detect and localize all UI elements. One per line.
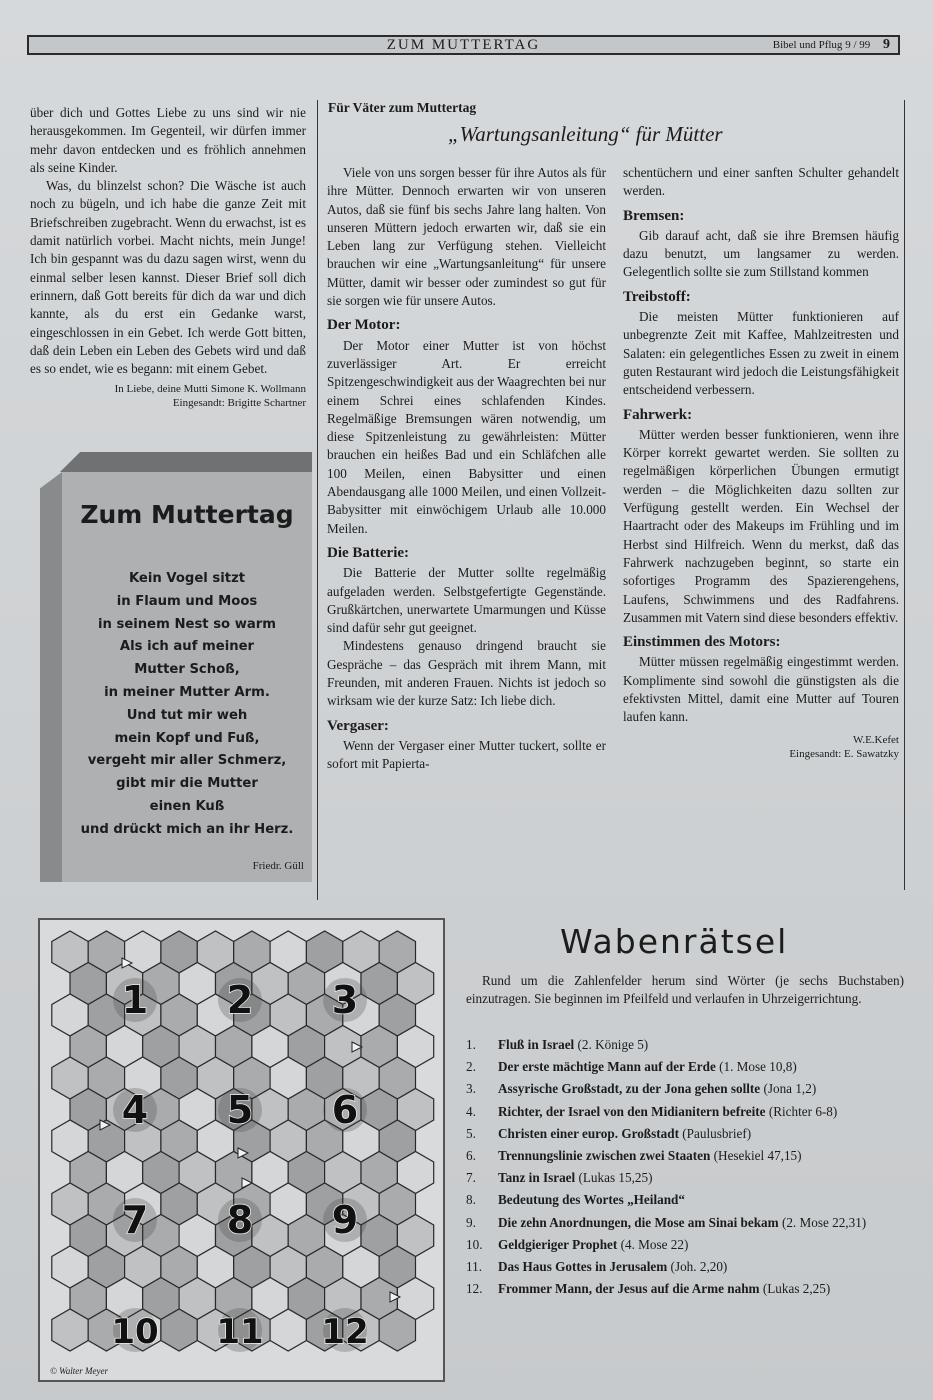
heading-vergaser: Vergaser: <box>327 717 389 734</box>
puzzle-intro-text: Rund um die Zahlenfelder herum sind Wörter (je sechs Buchstaben) einzutragen. Sie beginnen im Pfeilfeld und verlaufen in Uhrzeigerrichtung. <box>466 973 904 1007</box>
clue-question: Richter, der Israel von den Midianitern befreite <box>498 1103 766 1119</box>
poem-line: mein Kopf und Fuß, <box>114 730 260 746</box>
clue-reference: (2. Mose 22,31) <box>781 1214 867 1230</box>
clue-item <box>466 1214 906 1232</box>
article-heading <box>328 100 723 147</box>
clue-question: Geldgieriger Prophet <box>498 1236 618 1252</box>
clue-item <box>466 1258 906 1276</box>
section-title: ZUM MUTTERTAG <box>386 37 541 53</box>
heading-motor: Der Motor: <box>327 317 401 334</box>
clue-question: Trennungslinie zwischen zwei Staaten <box>498 1148 711 1164</box>
poem-line: einen Kuß <box>149 798 225 814</box>
clue-item <box>466 1169 906 1187</box>
article-author: W.E.Kefet <box>852 733 899 746</box>
clue-question: Fluß in Israel <box>498 1037 575 1052</box>
box-side-face <box>40 472 62 882</box>
clue-question: Bedeutung des Wortes „Heiland“ <box>498 1192 685 1208</box>
clue-question: Das Haus Gottes in Jerusalem <box>498 1259 668 1275</box>
article-intro: Viele von uns sorgen besser für ihre Autos als für ihre Mütter. Dennoch erwarten wir von unseren Autos, daß sie fünf bis sechs Jahre lang halten. Von unseren Müttern jedoch erwarten wir, daß sie ein Leben lang zur Verfügung stehen. Vielleicht brauchen wir eine „Wartungsanleitung“ für unsere Mütter, damit wir besser oder zumindest so gut für sie sorgen wie für unsere Autos. <box>327 165 606 309</box>
paragraph-bremsen: Gib darauf acht, daß sie ihre Bremsen häufig dazu benutzt, um langsamer zu werden. Gelegentlich sollte sie zum Stillstand kommen <box>623 227 899 280</box>
clue-question: Der erste mächtige Mann auf der Erde <box>498 1059 716 1075</box>
letter-column <box>30 104 306 410</box>
clue-number: 5. <box>466 1125 476 1141</box>
clue-question: Die zehn Anordnungen, die Mose am Sinai bekam <box>498 1214 779 1230</box>
letter-signature: In Liebe, deine Mutti Simone K. Wollmann <box>114 383 306 396</box>
clue-list <box>466 1036 906 1302</box>
paragraph-einstimmen: Mütter müssen regelmäßig eingestimmt werden. Komplimente sind sowohl die günstigsten als die efektivsten Mittel, damit eine Mutter auf Touren laufen kann. <box>623 654 899 725</box>
article-column-middle <box>327 164 606 774</box>
poem-line: in Flaum und Moos <box>116 593 258 609</box>
clue-reference: (4. Mose 22) <box>620 1236 689 1252</box>
poem-line: Mutter Schoß, <box>134 662 240 678</box>
clue-reference: (2. Könige 5) <box>577 1037 649 1052</box>
clue-question: Frommer Mann, der Jesus auf die Arme nahm <box>498 1281 760 1297</box>
paragraph-fahrwerk: Mütter werden besser funktionieren, wenn ihre Körper korrekt gewartet werden. Sie sollten zu regelmäßigen körperlichen Übungen ermutigt werden – die Möglichkeiten dazu sollten zur Verfügung gestellt werden. Ein Wechsel der Haartracht oder des Makeups im Frühling und im Herbst sind Hilfreich. Wenn du merkst, daß das Fahrwerk nachzugeben beginnt, so starte ein sofortiges Programm des Spazierengehens, Laufens, Schwimmens und des Radfahrens. Zusammen mit Vatern sind diese besonders effektiv. <box>623 426 899 625</box>
clue-reference: (Lukas 15,25) <box>578 1170 653 1186</box>
heading-fahrwerk: Fahrwerk: <box>623 406 693 423</box>
heading-bremsen: Bremsen: <box>623 207 685 224</box>
paragraph-motor: Der Motor einer Mutter ist von höchst zuverlässiger Art. Er erreicht Spitzengeschwindigkeit aus der Waagrechten bei nur einem Schrei eines schlafenden Kindes. Regelmäßige Bremsungen wären notwendig, um diese Spitzenleistung zu gewährleisten: Mütter brauchen ein heißes Bad und ein Schläfchen alle 100 Meilen, einen Babysitter und einen Abendausgang alle 1000 Meilen, und einen Vollzeit-Babysitter mit einwöchigem Urlaub alle 10.000 Meilen. <box>327 337 606 536</box>
clue-reference: (Lukas 2,25) <box>762 1281 831 1297</box>
clue-question: Tanz in Israel <box>498 1170 576 1186</box>
paragraph-vergaser: Wenn der Vergaser einer Mutter tuckert, sollte er sofort mit Papierta- <box>327 737 606 772</box>
clue-reference: (Hesekiel 47,15) <box>713 1148 802 1164</box>
clue-item <box>466 1058 906 1076</box>
clue-question: Assyrische Großstadt, zu der Jona gehen sollte <box>498 1081 761 1097</box>
heading-batterie: Die Batterie: <box>327 544 410 561</box>
puzzle-copyright: © Walter Meyer <box>50 1366 108 1376</box>
clue-item <box>466 1147 906 1165</box>
letter-paragraph: über dich und Gottes Liebe zu uns sind wir nie herausgekommen. Im Gegenteil, wir dürfen immer mehr davon entdecken und es fröhlich annehmen als seine Kinder. <box>30 105 306 175</box>
issue-info <box>773 38 890 52</box>
puzzle-instructions <box>466 972 904 1009</box>
magazine-name: Bibel und Pflug <box>772 39 843 51</box>
puzzle-number: 5 <box>226 1088 254 1132</box>
honeycomb-grid <box>40 920 443 1380</box>
clue-number: 9. <box>466 1214 476 1230</box>
clue-number: 11. <box>466 1259 482 1275</box>
puzzle-number: 3 <box>331 978 359 1022</box>
poem-line: Kein Vogel sitzt <box>128 571 246 586</box>
clue-number: 4. <box>466 1103 476 1119</box>
puzzle-number: 7 <box>121 1198 149 1242</box>
puzzle-title: Wabenrätsel <box>560 922 789 961</box>
puzzle-number: 6 <box>331 1088 359 1132</box>
article-title: „Wartungsanleitung“ für Mütter <box>448 122 723 146</box>
puzzle-number: 8 <box>226 1198 254 1242</box>
puzzle-number: 11 <box>216 1312 264 1352</box>
heading-treibstoff: Treibstoff: <box>623 288 691 305</box>
poem-line: gibt mir die Mutter <box>116 776 258 792</box>
paragraph-batterie: Mindestens genauso dringend braucht sie Gespräche – das Gespräch mit ihrem Mann, mit Freunden, mit anderen Frauen. Nichts ist jedoch so wirksam wie der kurze Satz: Ich liebe dich. <box>327 638 606 709</box>
clue-number: 6. <box>466 1148 476 1164</box>
clue-item <box>466 1125 906 1143</box>
article-submitter: Eingesandt: E. Sawatzky <box>789 747 899 760</box>
clue-reference: (Joh. 2,20) <box>670 1259 728 1275</box>
clue-item <box>466 1080 906 1098</box>
poem-line: Als ich auf meiner <box>119 639 255 655</box>
poem-title: Zum Muttertag <box>80 500 294 529</box>
clue-number: 1. <box>466 1037 476 1052</box>
puzzle-number: 2 <box>226 978 254 1022</box>
letter-submitter: Eingesandt: Brigitte Schartner <box>172 397 306 410</box>
heading-einstimmen: Einstimmen des Motors: <box>623 634 781 651</box>
poem-box <box>40 452 312 882</box>
puzzle-number: 9 <box>331 1198 359 1242</box>
clue-question: Christen einer europ. Großstadt <box>498 1125 679 1141</box>
poem-line: und drückt mich an ihr Herz. <box>80 821 294 837</box>
clue-number: 8. <box>466 1192 476 1208</box>
article-kicker: Für Väter zum Muttertag <box>328 100 477 115</box>
page-header <box>27 35 900 55</box>
poem-text <box>62 568 312 842</box>
puzzle-number: 4 <box>121 1088 149 1132</box>
clue-item <box>466 1280 906 1298</box>
poem-line: vergeht mir aller Schmerz, <box>87 753 287 769</box>
issue-number: 9 / 99 <box>845 39 871 51</box>
paragraph-batterie: Die Batterie der Mutter sollte regelmäßig aufgeladen werden. Selbstgefertigte Gegenstände. Grußkärtchen, unerwartete Umarmungen und Küsse sind dafür sehr gut geeignet. <box>327 565 606 636</box>
clue-item <box>466 1103 906 1121</box>
poem-line: in meiner Mutter Arm. <box>104 684 270 700</box>
clue-item <box>466 1236 906 1254</box>
clue-reference: (1. Mose 10,8) <box>719 1059 797 1075</box>
poem-author: Friedr. Güll <box>252 860 304 872</box>
puzzle-number: 10 <box>111 1312 159 1352</box>
letter-paragraph: Was, du blinzelst schon? Die Wäsche ist auch noch zu bügeln, und ich habe die ganze Zeit mit Briefschreiben zugebracht. Wenn du erwachst, ist es damit natürlich vorbei. Macht nichts, mein Junge! Ich bin gespannt was du dazu sagen wirst, wenn du einmal selber lesen kannst. Dieser Brief soll dich erinnern, daß Gott bereits für dich da war und dich kannte, als du erst ein Gedanke warst, eingeschlossen in ein Gebet. Ich werde Gott bitten, daß dein Leben ein Leben des Gebets wird und daß es so endet, wie es begann: mit einem Gebet. <box>30 178 306 377</box>
poem-line: Und tut mir weh <box>126 707 248 723</box>
clue-item <box>466 1191 906 1209</box>
clue-number: 3. <box>466 1081 476 1097</box>
clue-reference: (Richter 6-8) <box>768 1103 838 1119</box>
column-rule <box>904 100 905 890</box>
puzzle-number: 12 <box>321 1312 369 1352</box>
page-number: 9 <box>883 37 890 52</box>
paragraph-treibstoff: Die meisten Mütter funktionieren auf unbegrenzte Zeit mit Kaffee, Mahlzeitresten und Salaten: ein gelegentliches Essen zu zweit in einem guten Restaurant wird jedoch die Leistungsfähigkeit entscheidend verbessern. <box>623 309 899 398</box>
poem-line: in seinem Nest so warm <box>97 616 277 632</box>
clue-number: 2. <box>466 1059 476 1075</box>
clue-item <box>466 1036 906 1054</box>
clue-number: 12. <box>466 1281 483 1297</box>
box-front-face <box>62 472 312 882</box>
clue-reference: (Paulusbrief) <box>682 1125 752 1141</box>
honeycomb-puzzle <box>38 918 445 1382</box>
puzzle-number: 1 <box>121 978 149 1022</box>
clue-reference: (Jona 1,2) <box>763 1081 817 1097</box>
article-column-right <box>623 164 899 761</box>
clue-number: 7. <box>466 1170 476 1186</box>
column-rule <box>317 100 318 900</box>
clue-number: 10. <box>466 1236 483 1252</box>
paragraph-vergaser-cont: schentüchern und einer sanften Schulter gehandelt werden. <box>623 165 899 199</box>
box-top-face <box>60 452 312 472</box>
